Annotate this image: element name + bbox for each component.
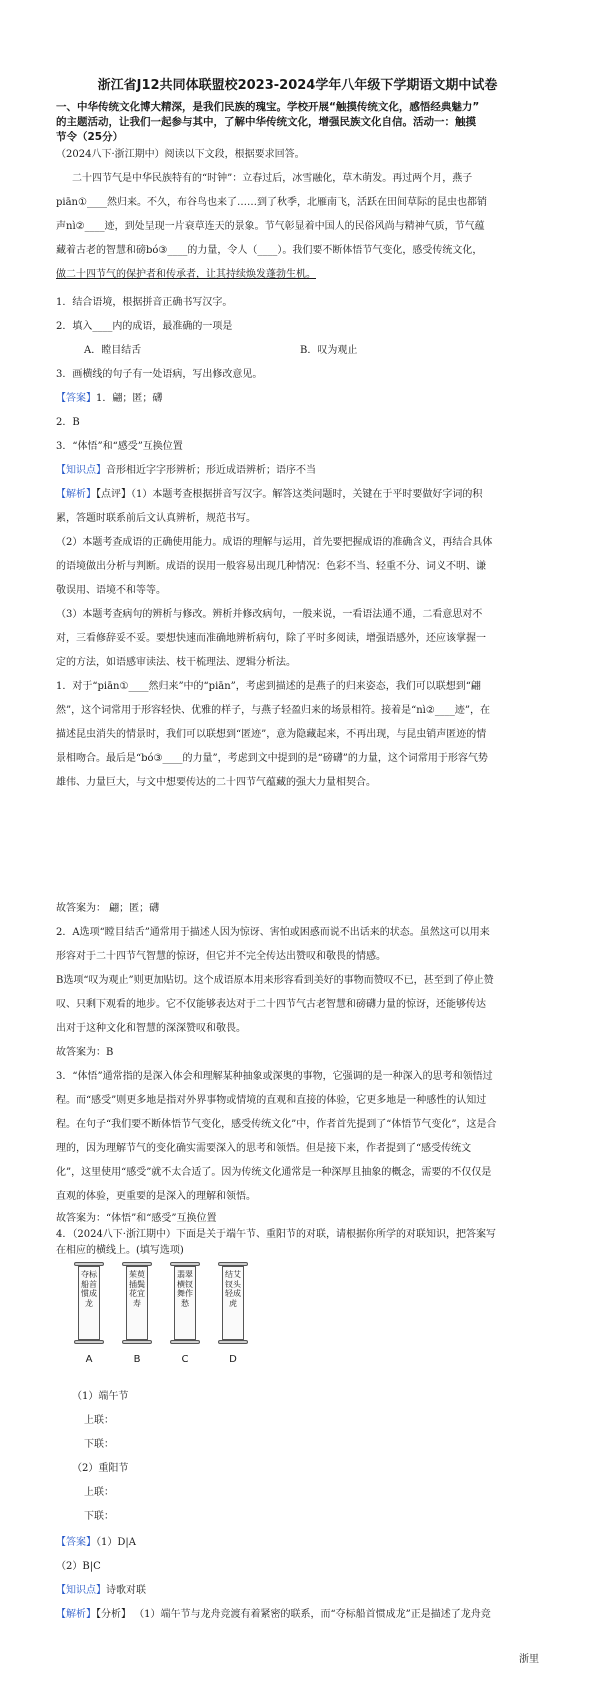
answer-text: 1．翩；匿；礴	[96, 393, 163, 404]
scroll-label: B	[133, 1354, 141, 1365]
analysis-line: 景相吻合。最后是“bó③____的力量”，考虑到文中提到的是“磅礴”的力量，这个词常用于形容气势	[56, 753, 488, 764]
option-b: B．叹为观止	[300, 345, 358, 356]
analysis-text: 【点评】（1）本题考查根据拼音写汉字。解答这类问题时，关键在于平时要做好字词的积	[96, 489, 483, 500]
scroll-a	[74, 1262, 104, 1365]
analysis-line: （3）本题考查病句的辨析与修改。辨析并修改病句，一般来说，一看语法通不通，二看意思对不	[56, 609, 483, 620]
section-heading	[56, 100, 546, 145]
scroll-c	[170, 1262, 200, 1365]
answer-line: 3．“体悟”和“感受”互换位置	[56, 441, 183, 452]
q4-sub: （2）重阳节	[72, 1463, 129, 1474]
answer-tag: 【答案】	[56, 1537, 96, 1548]
analysis-line: 对，三看修辞妥不妥。要想快速而准确地辨析病句，除了平时多阅读，增强语感外，还应该掌握一	[56, 633, 486, 644]
q4-sub: 上联：	[84, 1487, 114, 1498]
scroll-text: 夺标船首惯成龙	[81, 1270, 97, 1308]
answer-line: （2）B|C	[56, 1561, 101, 1572]
analysis-tag: 【解析】	[56, 489, 96, 500]
passage-line: piān①____然归来。不久，布谷鸟也来了……到了秋季，北雁南飞，活跃在田间草际的昆虫也都销	[56, 197, 487, 208]
analysis-line: 故答案为：B	[56, 1047, 114, 1058]
scroll-text: 茱萸插鬓花宜寿	[129, 1270, 145, 1308]
q4-sub: 下联：	[84, 1511, 114, 1522]
analysis-line: 的语境做出分析与判断。成语的误用一般容易出现几种情况：色彩不当、轻重不分、词义不明、谦	[56, 561, 486, 572]
question-line: 1．结合语境，根据拼音正确书写汉字。	[56, 297, 233, 308]
analysis-line: 化”，这里使用“感受”就不太合适了。因为传统文化通常是一种深厚且抽象的概念，需要的不仅仅是	[56, 1167, 492, 1178]
analysis-line: 累，答题时联系前后文认真辨析，规范书写。	[56, 513, 256, 524]
analysis-line: 故答案为： 翩；匿；礴	[56, 903, 160, 914]
scroll-text: 翡翠横钗舞作愁	[177, 1270, 193, 1308]
answer-text: （1）D|A	[96, 1537, 136, 1548]
analysis-line	[56, 1608, 546, 1622]
analysis-line: B选项“叹为观止”则更加贴切。这个成语原本用来形容看到美好的事物而赞叹不已，甚至到了停止赞	[56, 975, 494, 986]
scroll-label: A	[85, 1354, 93, 1365]
analysis-line: 雄伟、力量巨大，与文中想要传达的二十四节气蕴藏的强大力量相契合。	[56, 777, 376, 788]
analysis-line: 1．对于“piān①____然归来”中的“piān”，考虑到描述的是燕子的归来姿态，我们可以联想到“翩	[56, 681, 481, 692]
section-heading-line: 的主题活动，让我们一起参与其中，了解中华传统文化，增强民族文化自信。活动一：触摸	[56, 116, 476, 128]
analysis-line: 程。在句子“我们要不断体悟节气变化，感受传统文化”中，作者首先提到了“体悟节气变化”，这是合	[56, 1119, 497, 1130]
analysis-line: 理的，因为理解节气的变化确实需要深入的思考和领悟。但是接下来，作者提到了“感受传统文	[56, 1143, 472, 1154]
analysis-line	[56, 488, 546, 502]
scroll-rod	[218, 1340, 248, 1344]
scroll-d	[218, 1262, 248, 1365]
knowledge-text: 音形相近字字形辨析；形近成语辨析；语序不当	[106, 465, 316, 476]
analysis-line: 形容对于二十四节气智慧的惊讶，但它并不完全传达出赞叹和敬畏的情感。	[56, 951, 386, 962]
scroll-label: D	[229, 1354, 237, 1365]
q4-sub: 上联：	[84, 1415, 114, 1426]
passage-line: 二十四节气是中华民族特有的“时钟”：立春过后，冰雪融化，草木萌发。再过两个月，燕子	[72, 173, 473, 184]
section-heading-line: 节令（25分）	[56, 131, 124, 143]
couplet-scrolls	[74, 1262, 274, 1365]
q4-line: 在相应的横线上。(填写选项)	[56, 1245, 184, 1256]
answer-tag: 【答案】	[56, 393, 96, 404]
analysis-line: 2．A选项“瞠目结舌”通常用于描述人因为惊讶、害怕或困惑而说不出话来的状态。虽然这可以用来	[56, 927, 490, 938]
answer-line	[56, 392, 546, 406]
analysis-line: （2）本题考查成语的正确使用能力。成语的理解与运用，首先要把握成语的准确含义，再结合具体	[56, 537, 493, 548]
analysis-line: 敬误用、语境不和等等。	[56, 585, 166, 596]
scroll-rod	[170, 1340, 200, 1344]
knowledge-line	[56, 1584, 546, 1598]
section-heading-line: 一、中华传统文化博大精深，是我们民族的瑰宝。学校开展“触摸传统文化，感悟经典魅力”	[56, 101, 480, 113]
analysis-tag: 【解析】	[56, 1609, 96, 1620]
q4-sub: 下联：	[84, 1439, 114, 1450]
analysis-line: 直观的体验，更重要的是深入的理解和领悟。	[56, 1191, 256, 1202]
q4-sub: （1）端午节	[72, 1391, 129, 1402]
scroll-label: C	[181, 1354, 189, 1365]
source-line: （2024八下·浙江期中）阅读以下文段，根据要求回答。	[56, 149, 305, 160]
option-a: A．瞠目结舌	[84, 345, 142, 356]
q4-line: 4．（2024八下·浙江期中）下面是关于端午节、重阳节的对联，请根据你所学的对联知识，把答案写	[56, 1229, 496, 1240]
page-footer: 浙里	[519, 1654, 539, 1665]
passage-line: 声nì②____迹，到处呈现一片衰草连天的景象。节气彰显着中国人的民俗风尚与精神气质，节气蕴	[56, 221, 485, 232]
knowledge-tag: 【知识点】	[56, 465, 106, 476]
scroll-text: 结艾钗头轻成虎	[225, 1270, 241, 1308]
answer-line: 2．B	[56, 417, 80, 428]
scroll-b	[122, 1262, 152, 1365]
answer-line	[56, 1536, 546, 1550]
passage-line: 藏着古老的智慧和磅bó③____的力量，令人（____）。我们要不断体悟节气变化，感受传统文化，	[56, 245, 483, 256]
page-title: 浙江省J12共同体联盟校2023-2024学年八年级下学期语文期中试卷	[97, 78, 498, 93]
passage-line-underlined: 做二十四节气的保护者和传承者，让其持续焕发蓬勃生机。	[56, 269, 316, 280]
analysis-line: 然”，这个词常用于形容轻快、优雅的样子，与燕子轻盈归来的场景相符。接着是“nì②____迹”，在	[56, 705, 490, 716]
analysis-line: 故答案为：“体悟”和“感受”互换位置	[56, 1213, 217, 1224]
analysis-text: 【分析】 （1）端午节与龙舟竞渡有着紧密的联系，而“夺标船首惯成龙”正是描述了龙舟竞	[96, 1609, 491, 1620]
analysis-line: 描述昆虫消失的情景时，我们可以联想到“匿迹”，意为隐藏起来，不再出现，与昆虫销声匿迹的情	[56, 729, 487, 740]
question-line: 3．画横线的句子有一处语病，写出修改意见。	[56, 369, 263, 380]
knowledge-tag: 【知识点】	[56, 1585, 106, 1596]
scroll-rod	[122, 1340, 152, 1344]
analysis-line: 3．“体悟”通常指的是深入体会和理解某种抽象或深奥的事物，它强调的是一种深入的思考和领悟过	[56, 1071, 493, 1082]
analysis-line: 定的方法，如语感审读法、枝干梳理法、逻辑分析法。	[56, 657, 296, 668]
question-line: 2．填入____内的成语，最准确的一项是	[56, 321, 233, 332]
analysis-line: 出对于这种文化和智慧的深深赞叹和敬畏。	[56, 1023, 246, 1034]
knowledge-text: 诗歌对联	[106, 1585, 146, 1596]
analysis-line: 叹、只剩下观看的地步。它不仅能够表达对于二十四节气古老智慧和磅礴力量的惊讶，还能够传达	[56, 999, 486, 1010]
scroll-rod	[74, 1340, 104, 1344]
knowledge-line	[56, 464, 546, 478]
analysis-line: 程。而“感受”则更多地是指对外界事物或情境的直观和直接的体验，它更多地是一种感性的认知过	[56, 1095, 487, 1106]
